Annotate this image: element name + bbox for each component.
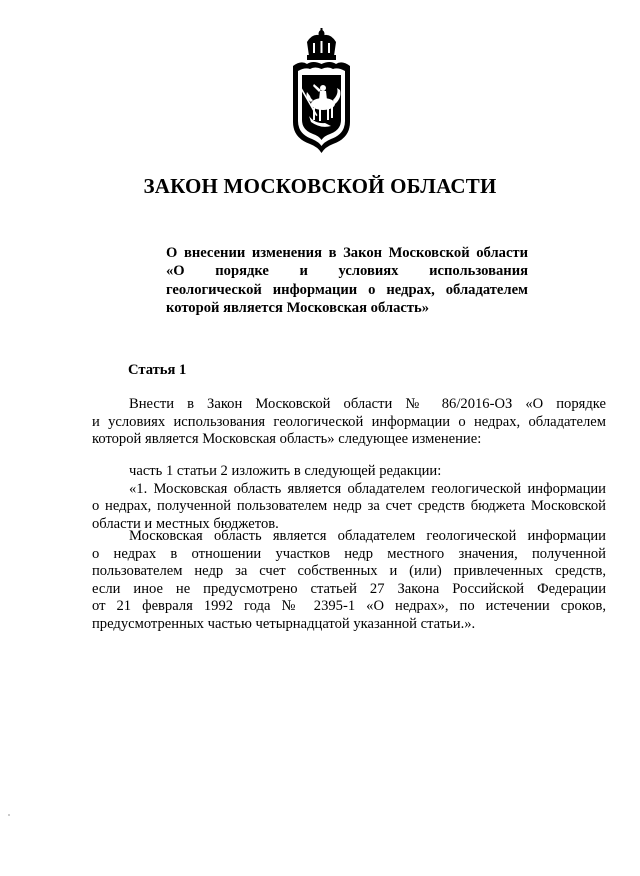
paragraph-line: если иное не предусмотрено статьей 27 Закона Российской Федерации — [92, 580, 606, 597]
paragraph-line: от 21 февраля 1992 года № 2395-1 «О недрах», по истечении сроков, — [92, 598, 606, 615]
paragraph-amendment-text — [92, 463, 606, 533]
scan-speck — [8, 814, 10, 816]
paragraph-ownership-clause — [92, 528, 606, 634]
subject-line: геологической информации о недрах, обладателем — [166, 281, 528, 298]
paragraph-line: и условиях использования геологической информации о недрах, обладателем — [92, 413, 606, 430]
paragraph-line: часть 1 статьи 2 изложить в следующей редакции: — [129, 463, 442, 479]
paragraph-line: Московская область является обладателем геологической информации — [129, 528, 606, 544]
law-title: ЗАКОН МОСКОВСКОЙ ОБЛАСТИ — [143, 174, 497, 198]
subject-line: О внесении изменения в Закон Московской области — [166, 245, 528, 261]
moscow-oblast-coat-of-arms-icon — [283, 26, 360, 156]
paragraph-line: пользователем недр за счет собственных и (или) привлеченных средств, — [92, 563, 606, 580]
paragraph-line: «1. Московская область является обладателем геологической информации — [129, 480, 606, 497]
paragraph-line: предусмотренных частью четырнадцатой указанной статьи.». — [92, 615, 476, 632]
paragraph-amendment-intro — [92, 396, 606, 449]
law-subject-heading — [166, 244, 528, 318]
paragraph-line: области и местных бюджетов. — [92, 515, 279, 532]
paragraph-line: которой является Московская область» следующее изменение: — [92, 431, 482, 448]
subject-line: которой является Московская область» — [166, 300, 430, 317]
paragraph-line: о недрах в отношении участков недр местного значения, полученной — [92, 545, 606, 562]
article-heading: Статья 1 — [128, 362, 187, 378]
paragraph-line: Внести в Закон Московской области № 86/2016-ОЗ «О порядке — [129, 396, 606, 412]
subject-line: «О порядке и условиях использования — [166, 263, 528, 280]
paragraph-line: о недрах, полученной пользователем недр за счет средств бюджета Московской — [92, 498, 606, 515]
